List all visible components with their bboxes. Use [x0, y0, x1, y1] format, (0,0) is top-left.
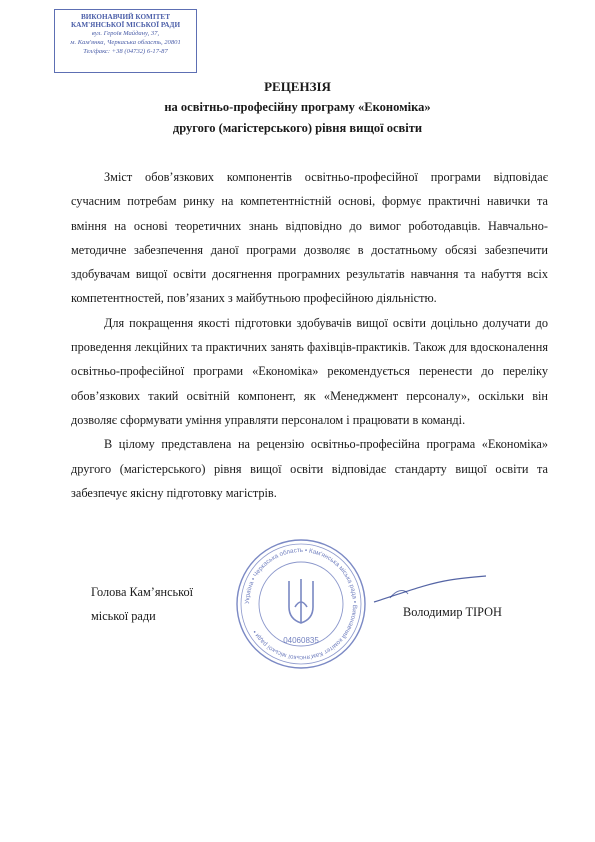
letterhead-stamp [54, 9, 197, 73]
seal-code: 04060835 [283, 636, 319, 645]
body-text [71, 165, 548, 505]
paragraph-3: В цілому представлена на рецензію освітньо-професійна програма «Економіка» другого (магістерського) рівня вищої освіти відповідає стандарту вищої освіти та забезпечує якісну підготовку магістрів. [71, 437, 548, 500]
letterhead-address-line2: м. Кам'янка, Черкаська область, 20801 [70, 39, 181, 46]
paragraph-2: Для покращення якості підготовки здобувачів вищої освіти доцільно долучати до проведення лекційних та практичних занять фахівців-практиків. Також для вдосконалення освітньо-професійної програми «Економіка» рекомендується перенести до переліку обов’язкових такий освітній компонент, як «Менеджмент персоналу», оскільки він дозволяє сформувати уміння управляти персоналом і працювати в команді. [71, 315, 548, 427]
official-seal [234, 537, 368, 671]
trident-icon [289, 579, 313, 623]
document-title [0, 76, 595, 139]
signatory-name: Володимир ТІРОН [403, 605, 502, 619]
seal-ring-text: Україна • Черкаська область • Кам'янська міська рада • Виконавчий комітет Кам'янської міської ради • [243, 546, 359, 662]
title-line2: на освітньо-професійну програму «Економіка» [164, 100, 431, 114]
title-line3: другого (магістерського) рівня вищої освіти [172, 121, 423, 135]
signatory-position [91, 580, 193, 628]
signatory-position-line2: міської ради [91, 609, 156, 623]
letterhead-org-line1: ВИКОНАВЧИЙ КОМІТЕТ [80, 13, 171, 21]
letterhead-address-line1: вул. Героїв Майдану, 37, [91, 30, 160, 37]
letterhead-org-line2: КАМ'ЯНСЬКОЇ МІСЬКОЇ РАДИ [70, 21, 181, 29]
letterhead-phone: Тел/факс: +38 (04732) 6-17-87 [83, 48, 168, 55]
title-line1: РЕЦЕНЗІЯ [264, 79, 331, 94]
paragraph-1: Зміст обов’язкових компонентів освітньо-професійної програми відповідає сучасним потребам ринку на компетентністній основі, формує практичні навички та вміння на основі теоретичних знань відповідно до вимог роботодавців. Навчально-методичне забезпечення даної програми дозволяє в достатньому обсязі забезпечити здобувачам вищої освіти досягнення програмних результатів навчання та набуття всіх компетентностей, пов’язаних з майбутньою професійною діяльністю. [71, 170, 548, 306]
signatory-position-line1: Голова Кам’янської [91, 585, 194, 599]
